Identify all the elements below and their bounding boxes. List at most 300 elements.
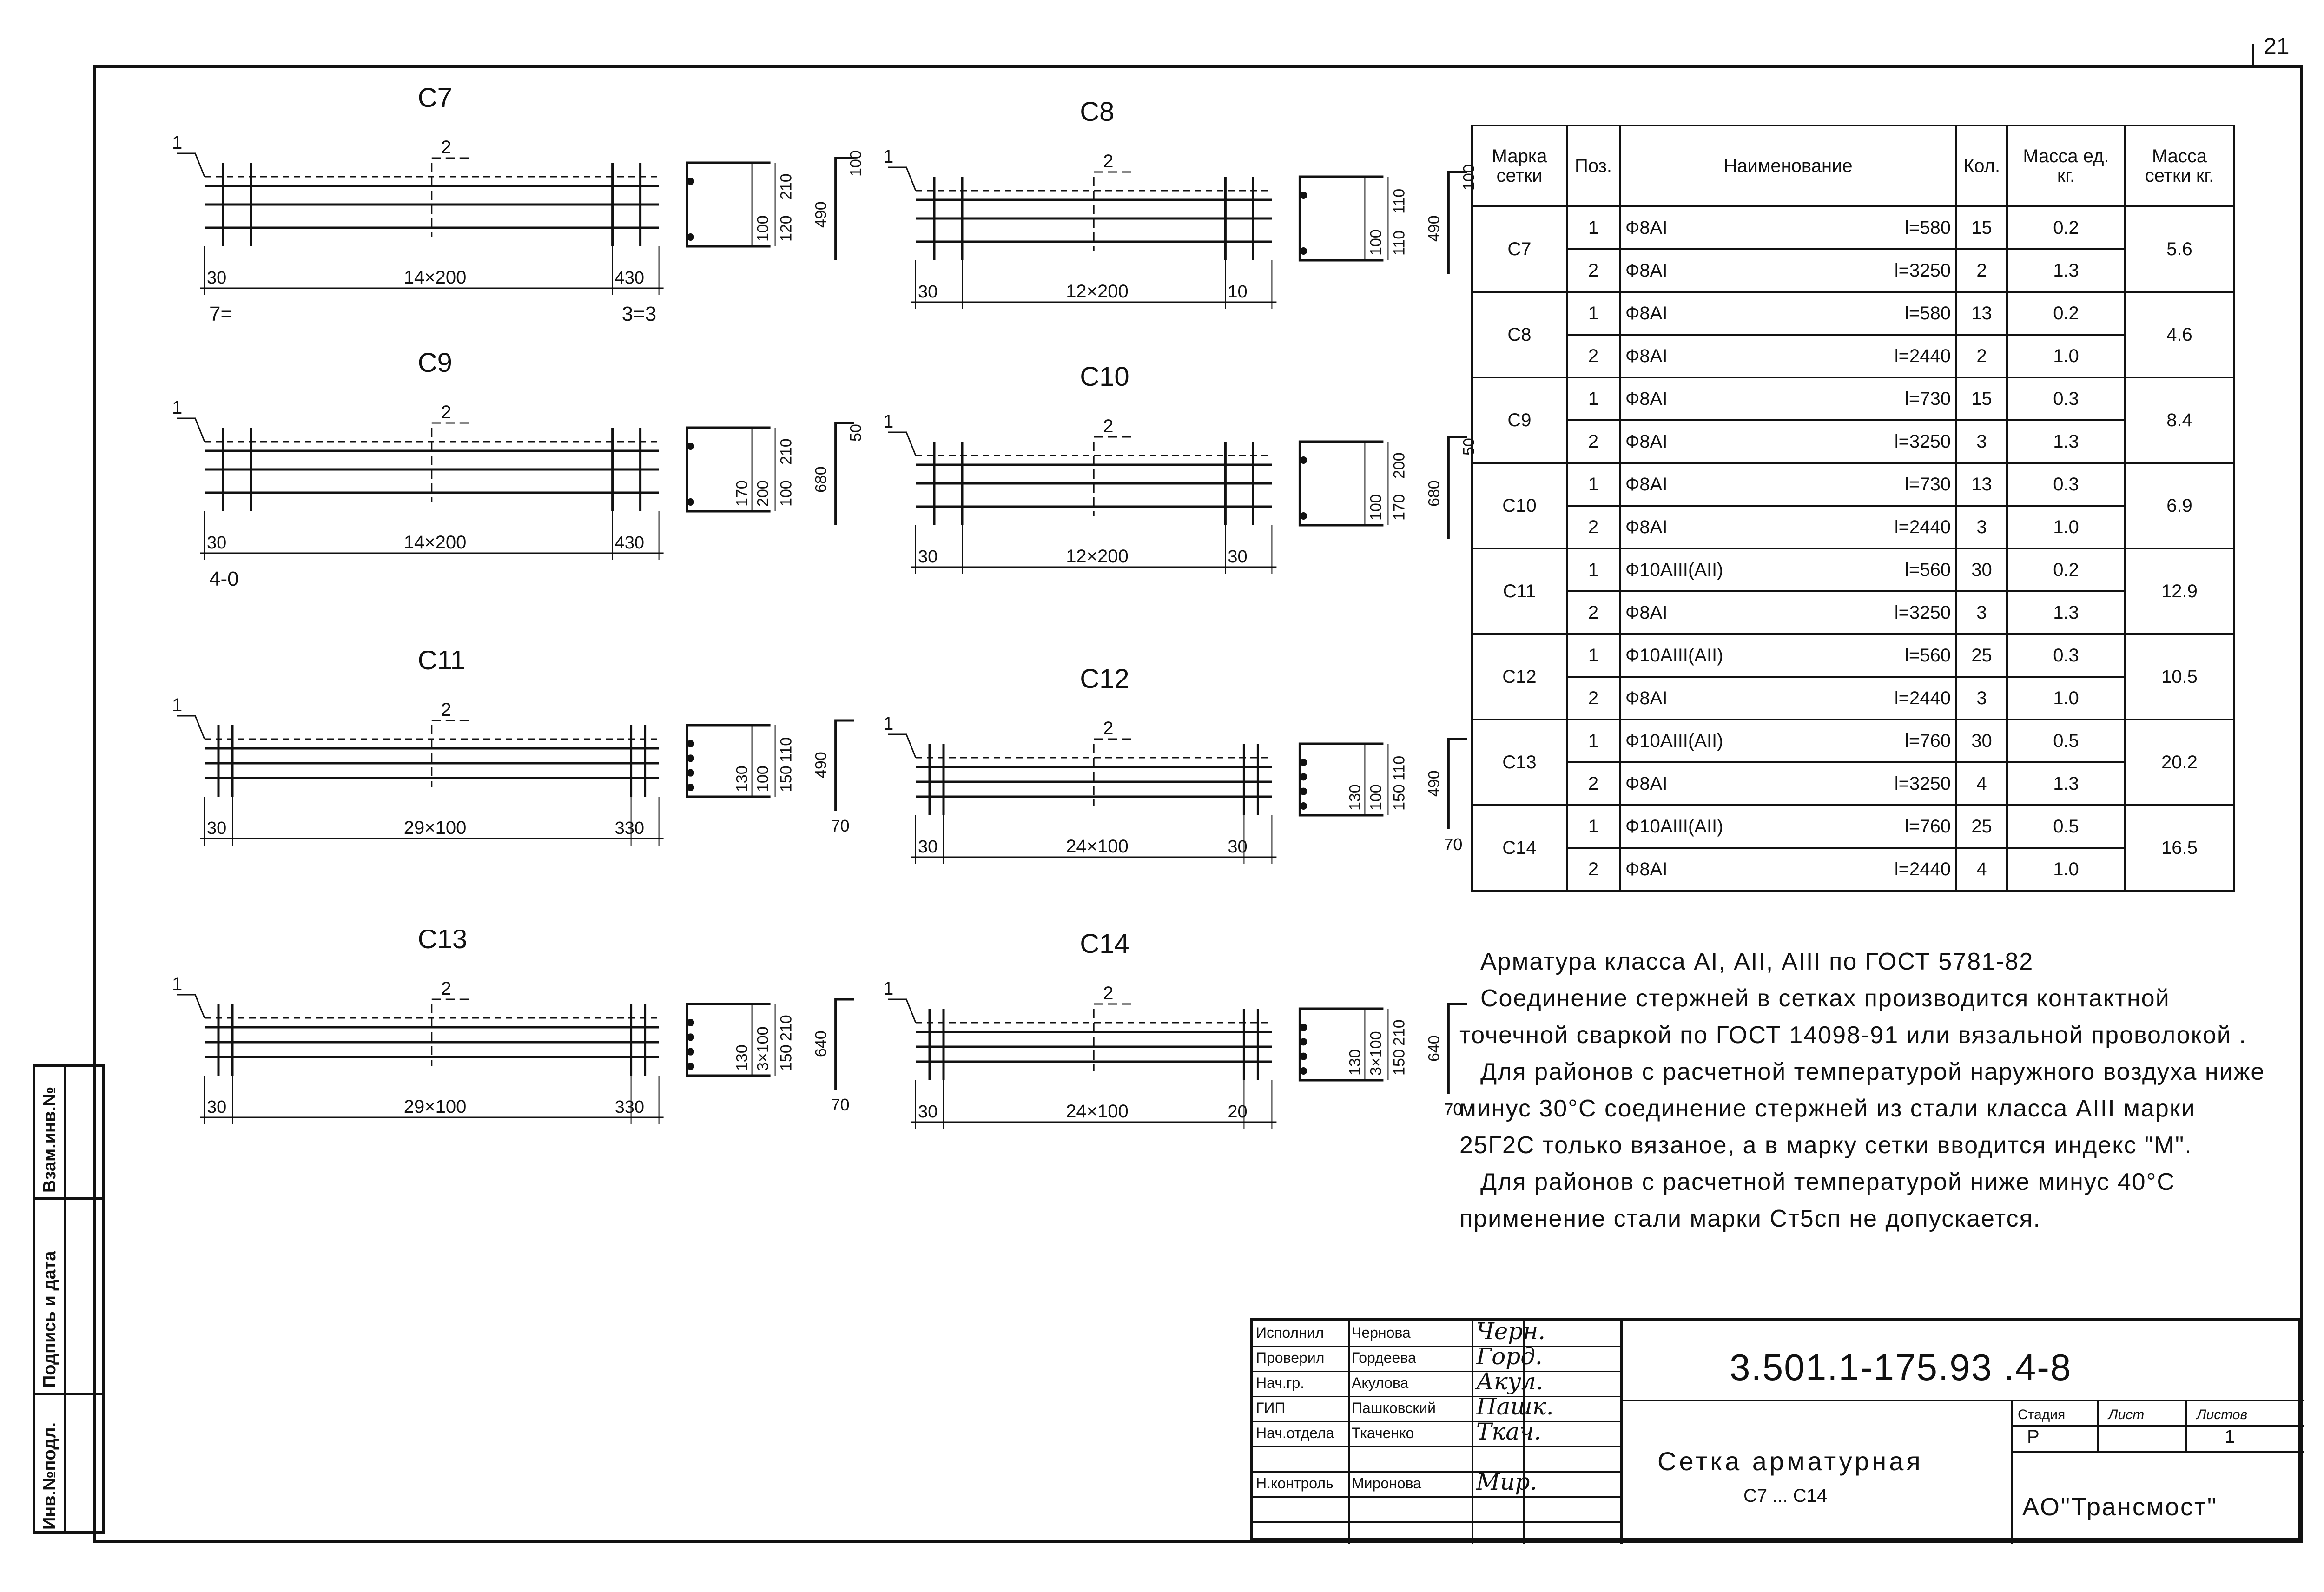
spec-mass-total: 4.6 [2125, 292, 2234, 377]
section-dot [687, 769, 694, 777]
spec-bar-length: l=3250 [1894, 602, 1951, 623]
sheet-label: Лист [2108, 1407, 2145, 1422]
title-block-line [2011, 1400, 2013, 1544]
spec-mass-total: 16.5 [2125, 805, 2234, 891]
dim-end-left: 30 [918, 547, 938, 567]
note-2: Соединение стержней в сетках производится контактной точечной сваркой по ГОСТ 14098-91 или вязальной проволокой . [1459, 985, 2247, 1049]
section-dim-3: 150 [1390, 784, 1408, 811]
spec-row [1472, 420, 2234, 463]
section-dim-4: 130 [733, 1044, 751, 1071]
spec-row [1472, 335, 2234, 377]
section-dim-4: 130 [1346, 1049, 1364, 1076]
tb-role: Проверил [1256, 1349, 1325, 1366]
col-mass-unit: Масса ед. кг. [2007, 126, 2125, 206]
position-2-label: 2 [441, 700, 452, 720]
title-block-line [1348, 1321, 1350, 1544]
section-dim-1: 210 [777, 438, 795, 465]
dim-spacing: 24×100 [1066, 1101, 1129, 1122]
spec-pos: 1 [1567, 292, 1620, 335]
section-dim-2: 100 [754, 215, 772, 242]
leader-2 [1094, 437, 1131, 516]
spec-qty: 30 [1956, 720, 2007, 762]
mesh-С11 [149, 651, 939, 883]
spec-pos: 1 [1567, 206, 1620, 249]
hook-length: 50 [1460, 438, 1478, 456]
spec-name [1620, 506, 1956, 548]
col-name: Наименование [1620, 126, 1956, 206]
spec-row [1472, 848, 2234, 891]
spec-mass-total: 5.6 [2125, 206, 2234, 292]
spec-bar-type: Ф8АI [1625, 859, 1668, 879]
mesh-С9 [149, 353, 939, 586]
spec-bar-type: Ф8АI [1625, 345, 1668, 366]
spec-bar-length: l=760 [1905, 816, 1951, 837]
hook-bar-length: 640 [1425, 1035, 1443, 1062]
leader-1 [888, 432, 916, 456]
title-block-line [1253, 1446, 1620, 1447]
spec-mass-unit: 1.0 [2007, 677, 2125, 720]
dim-spacing: 29×100 [403, 1097, 467, 1117]
section-dim-2: 100 [1367, 784, 1385, 811]
spec-row [1472, 292, 2234, 335]
spec-qty: 4 [1956, 762, 2007, 805]
spec-bar-length: l=2440 [1894, 516, 1951, 537]
spec-name [1620, 805, 1956, 848]
spec-bar-type: Ф8АI [1625, 303, 1668, 324]
spec-mass-unit: 1.3 [2007, 249, 2125, 292]
spec-mark: С10 [1472, 463, 1567, 548]
note-3: Для районов с расчетной температурой наружного воздуха ниже минус 30°С соединение стержней из стали класса АIII марки 25Г2С только вязаное, а в марку сетки вводится индекс "М". [1459, 1058, 2265, 1159]
dim-end-right: 430 [614, 268, 645, 288]
sheet-number: 21 [2264, 33, 2290, 59]
binding-stamp [33, 1064, 105, 1534]
dim-end-right: 30 [1228, 547, 1248, 567]
spec-row [1472, 677, 2234, 720]
dim-note-left: 7= [209, 303, 233, 321]
section-dot [1300, 773, 1307, 780]
title-block-line [1253, 1396, 1620, 1397]
spec-pos: 1 [1567, 720, 1620, 762]
spec-qty: 4 [1956, 848, 2007, 891]
tb-role: Исполнил [1256, 1324, 1324, 1341]
spec-bar-type: Ф8АI [1625, 388, 1668, 409]
title-block-line [2011, 1425, 2304, 1427]
section-dot [687, 1019, 694, 1026]
section-dim-1: 110 [1390, 755, 1408, 781]
spec-bar-type: Ф10АIII(АII) [1625, 730, 1723, 751]
spec-pos: 2 [1567, 420, 1620, 463]
specification-table [1471, 125, 2235, 892]
spec-bar-type: Ф10АIII(АII) [1625, 816, 1723, 837]
tb-signature: Мир. [1476, 1468, 1538, 1495]
spec-mass-unit: 1.0 [2007, 848, 2125, 891]
spec-bar-type: Ф10АIII(АII) [1625, 645, 1723, 666]
spec-pos: 1 [1567, 548, 1620, 591]
section-dim-2: 100 [754, 766, 772, 792]
spec-mark: С12 [1472, 634, 1567, 720]
position-2-label: 2 [441, 137, 452, 158]
spec-qty: 13 [1956, 292, 2007, 335]
dim-end-right: 10 [1228, 282, 1248, 302]
spec-mass-total: 12.9 [2125, 548, 2234, 634]
spec-name [1620, 720, 1956, 762]
spec-row [1472, 249, 2234, 292]
mesh-title: С10 [1080, 367, 1129, 392]
mesh-С10 [860, 367, 1538, 600]
position-1-label: 1 [172, 397, 183, 418]
mesh-title: С9 [417, 353, 452, 378]
dim-end-left: 30 [207, 819, 227, 838]
spec-mark: С8 [1472, 292, 1567, 377]
spec-name [1620, 463, 1956, 506]
hook-bar-length: 680 [1425, 480, 1443, 507]
company-name: АО"Трансмост" [2022, 1493, 2218, 1521]
leader-1 [177, 153, 205, 177]
section-dot [687, 498, 694, 506]
section-dim-1: 210 [1390, 1019, 1408, 1046]
spec-qty: 3 [1956, 677, 2007, 720]
section-dim-2: 200 [754, 480, 772, 507]
spec-mass-unit: 0.3 [2007, 463, 2125, 506]
section-dot [1300, 1024, 1307, 1031]
dim-end-right: 430 [614, 533, 645, 553]
tb-role: Нач.отдела [1256, 1425, 1334, 1441]
leader-1 [888, 167, 916, 191]
hook-bar [836, 720, 854, 811]
title-block-line [1620, 1321, 1623, 1544]
tb-name: Акулова [1352, 1374, 1409, 1391]
spec-name [1620, 591, 1956, 634]
section-dot [1300, 1067, 1307, 1075]
spec-mass-unit: 0.2 [2007, 206, 2125, 249]
dim-end-left: 30 [207, 268, 227, 288]
spec-qty: 3 [1956, 420, 2007, 463]
spec-qty: 2 [1956, 335, 2007, 377]
col-qty: Кол. [1956, 126, 2007, 206]
spec-row [1472, 463, 2234, 506]
hook-length: 70 [831, 1095, 850, 1114]
spec-bar-length: l=3250 [1894, 431, 1951, 452]
section-dim-3: 150 [777, 766, 795, 792]
spec-pos: 1 [1567, 634, 1620, 677]
spec-qty: 30 [1956, 548, 2007, 591]
hook-length: 50 [847, 424, 865, 442]
section-dim-1: 110 [1390, 188, 1408, 214]
leader-2 [432, 423, 469, 502]
spec-name [1620, 548, 1956, 591]
tb-name: Гордеева [1352, 1349, 1416, 1366]
spec-bar-length: l=730 [1905, 474, 1951, 495]
spec-row [1472, 548, 2234, 591]
title-block [1250, 1318, 2301, 1541]
leader-1 [888, 999, 916, 1023]
section-dim-1: 210 [777, 1015, 795, 1041]
hook-length: 70 [1444, 1100, 1463, 1119]
col-pos: Поз. [1567, 126, 1620, 206]
spec-name [1620, 420, 1956, 463]
spec-name [1620, 377, 1956, 420]
spec-name [1620, 335, 1956, 377]
section-dot [687, 740, 694, 747]
dim-spacing: 14×200 [403, 532, 467, 553]
title-block-line [2011, 1451, 2304, 1453]
section-dot [1300, 192, 1307, 199]
dim-end-left: 30 [207, 533, 227, 553]
title-block-line [1472, 1321, 1473, 1544]
leader-1 [177, 995, 205, 1018]
mesh-С7 [149, 88, 939, 321]
spec-bar-type: Ф10АIII(АII) [1625, 559, 1723, 580]
stage-value: Р [2027, 1427, 2040, 1447]
spec-header-row [1472, 126, 2234, 206]
section-dot [687, 443, 694, 450]
spec-pos: 2 [1567, 591, 1620, 634]
binding-label-sign: Подпись и дата [40, 1251, 59, 1388]
mesh-title: С8 [1080, 102, 1115, 127]
leader-1 [177, 418, 205, 442]
position-1-label: 1 [883, 978, 894, 999]
section-dim-2: 100 [1367, 229, 1385, 256]
tb-name: Миронова [1352, 1475, 1422, 1492]
position-2-label: 2 [1103, 416, 1114, 436]
hook-length: 70 [1444, 835, 1463, 854]
spec-bar-length: l=2440 [1894, 687, 1951, 708]
dim-end-right: 30 [1228, 837, 1248, 857]
hook-bar-length: 490 [1425, 770, 1443, 797]
binding-divider [64, 1067, 66, 1531]
title-block-line [2097, 1400, 2099, 1451]
section-dim-2: 100 [1367, 494, 1385, 521]
tb-name: Чернова [1352, 1324, 1411, 1341]
section-dim-3: 170 [1390, 494, 1408, 521]
section-dot [1300, 1038, 1307, 1045]
spec-pos: 2 [1567, 506, 1620, 548]
section-dot [687, 233, 694, 241]
spec-mass-unit: 0.3 [2007, 377, 2125, 420]
spec-mark: С7 [1472, 206, 1567, 292]
dim-end-right: 330 [614, 819, 645, 838]
tb-signature: Ткач. [1476, 1418, 1542, 1445]
position-1-label: 1 [172, 132, 183, 153]
section-dot [687, 1033, 694, 1041]
note-4: Для районов с расчетной температурой ниже минус 40°С применение стали марки Ст5сп не допускается. [1459, 1169, 2175, 1232]
title-block-line [1253, 1421, 1620, 1422]
position-2-label: 2 [1103, 718, 1114, 739]
position-1-label: 1 [883, 411, 894, 432]
position-2-label: 2 [1103, 151, 1114, 172]
title-block-line [1253, 1346, 1620, 1347]
tb-name: Пашковский [1352, 1400, 1436, 1416]
tb-signature: Пашк. [1476, 1393, 1554, 1420]
spec-row [1472, 720, 2234, 762]
spec-bar-length: l=2440 [1894, 859, 1951, 879]
section-dim-2: 3×100 [754, 1026, 772, 1071]
mesh-С8 [860, 102, 1538, 335]
dim-spacing: 14×200 [403, 267, 467, 288]
tb-role: Н.контроль [1256, 1475, 1334, 1492]
spec-row [1472, 634, 2234, 677]
dim-end-right: 330 [614, 1097, 645, 1117]
hook-bar [836, 999, 854, 1090]
spec-mass-unit: 1.0 [2007, 335, 2125, 377]
dim-end-left: 30 [207, 1097, 227, 1117]
spec-name [1620, 249, 1956, 292]
spec-bar-length: l=580 [1905, 217, 1951, 238]
mesh-С14 [860, 934, 1538, 1167]
leader-2 [432, 158, 469, 237]
spec-bar-type: Ф8АI [1625, 260, 1668, 281]
leader-2 [1094, 172, 1131, 251]
title-block-line [2185, 1400, 2187, 1451]
spec-qty: 13 [1956, 463, 2007, 506]
section-dim-1: 110 [777, 737, 795, 762]
dim-end-right: 20 [1228, 1102, 1248, 1122]
doc-code: 3.501.1-175.93 .4-8 [1730, 1347, 2072, 1388]
mesh-title: С14 [1080, 934, 1129, 959]
spec-bar-length: l=2440 [1894, 345, 1951, 366]
spec-name [1620, 292, 1956, 335]
drawing-title: Сетка арматурная [1657, 1447, 1923, 1476]
position-1-label: 1 [883, 713, 894, 734]
spec-mass-unit: 0.3 [2007, 634, 2125, 677]
position-1-label: 1 [883, 146, 894, 167]
tb-name: Ткаченко [1352, 1425, 1414, 1441]
spec-pos: 2 [1567, 335, 1620, 377]
spec-qty: 25 [1956, 634, 2007, 677]
dim-end-left: 30 [918, 837, 938, 857]
sheets-label: Листов [2197, 1407, 2248, 1422]
spec-qty: 25 [1956, 805, 2007, 848]
dim-spacing: 12×200 [1066, 281, 1129, 302]
spec-name [1620, 762, 1956, 805]
spec-bar-type: Ф8АI [1625, 516, 1668, 537]
section-dim-3: 100 [777, 480, 795, 507]
dim-end-left: 30 [918, 282, 938, 302]
section-dim-4: 170 [733, 480, 751, 507]
title-block-line [1253, 1371, 1620, 1372]
dim-note-right: 3=3 [621, 303, 657, 321]
hook-bar-length: 490 [812, 752, 830, 778]
position-1-label: 1 [172, 695, 183, 715]
section-dot [687, 1063, 694, 1070]
tb-signature: Горд. [1476, 1343, 1543, 1370]
section-dim-3: 150 [777, 1044, 795, 1071]
section-dot [1300, 788, 1307, 795]
spec-mass-unit: 0.2 [2007, 548, 2125, 591]
mesh-title: С12 [1080, 669, 1129, 694]
section-dot [687, 784, 694, 791]
section-dim-4: 130 [1346, 784, 1364, 811]
mesh-С12 [860, 669, 1538, 902]
spec-mass-unit: 1.0 [2007, 506, 2125, 548]
binding-label-inv: Инв.№подл. [40, 1422, 59, 1530]
mesh-title: С7 [417, 88, 452, 113]
dim-spacing: 12×200 [1066, 546, 1129, 567]
hook-bar-length: 490 [812, 201, 830, 228]
spec-bar-type: Ф8АI [1625, 602, 1668, 623]
spec-bar-length: l=760 [1905, 730, 1951, 751]
section-dim-3: 150 [1390, 1049, 1408, 1076]
spec-mass-unit: 1.3 [2007, 762, 2125, 805]
notes [1459, 944, 2278, 1237]
spec-mass-unit: 1.3 [2007, 591, 2125, 634]
col-mark: Марка сетки [1472, 126, 1567, 206]
position-1-label: 1 [172, 974, 183, 994]
spec-mark: С9 [1472, 377, 1567, 463]
title-block-line [1253, 1521, 1620, 1523]
spec-mass-total: 6.9 [2125, 463, 2234, 548]
section-dim-3: 120 [777, 215, 795, 242]
section-dot [1300, 247, 1307, 255]
section-dot [1300, 1053, 1307, 1060]
hook-length: 100 [1460, 164, 1478, 191]
spec-pos: 2 [1567, 677, 1620, 720]
spec-qty: 15 [1956, 206, 2007, 249]
dim-end-left: 30 [918, 1102, 938, 1122]
spec-row [1472, 805, 2234, 848]
spec-qty: 15 [1956, 377, 2007, 420]
spec-mark: С13 [1472, 720, 1567, 805]
spec-qty: 2 [1956, 249, 2007, 292]
spec-name [1620, 206, 1956, 249]
dim-spacing: 24×100 [1066, 836, 1129, 857]
spec-qty: 3 [1956, 591, 2007, 634]
binding-label-replace: Взам.инв.№ [40, 1086, 59, 1193]
tb-role: ГИП [1256, 1400, 1286, 1416]
spec-bar-length: l=3250 [1894, 260, 1951, 281]
title-block-line [1620, 1400, 2304, 1401]
title-block-line [1253, 1496, 1620, 1498]
position-2-label: 2 [441, 402, 452, 423]
spec-bar-type: Ф8АI [1625, 431, 1668, 452]
binding-row-line [35, 1197, 102, 1200]
spec-qty: 3 [1956, 506, 2007, 548]
dim-note-left: 4-0 [209, 568, 239, 586]
spec-bar-length: l=560 [1905, 645, 1951, 666]
spec-mass-total: 8.4 [2125, 377, 2234, 463]
spec-mass-total: 20.2 [2125, 720, 2234, 805]
section-dot [1300, 512, 1307, 520]
spec-bar-type: Ф8АI [1625, 773, 1668, 794]
dim-spacing: 29×100 [403, 818, 467, 838]
sheets-value: 1 [2225, 1427, 2235, 1447]
section-dot [687, 754, 694, 762]
section-dim-4: 130 [733, 766, 751, 792]
mesh-title: С11 [417, 651, 465, 675]
spec-bar-length: l=3250 [1894, 773, 1951, 794]
spec-name [1620, 848, 1956, 891]
binding-row-line [35, 1393, 102, 1395]
spec-name [1620, 634, 1956, 677]
section-dot [1300, 456, 1307, 464]
hook-bar-length: 640 [812, 1031, 830, 1057]
position-2-label: 2 [441, 978, 452, 999]
spec-mass-unit: 0.5 [2007, 805, 2125, 848]
tb-signature: Акул. [1476, 1368, 1544, 1395]
section-dot [687, 178, 694, 185]
spec-bar-length: l=560 [1905, 559, 1951, 580]
title-block-line [1253, 1471, 1620, 1473]
spec-row [1472, 206, 2234, 249]
spec-pos: 2 [1567, 762, 1620, 805]
spec-pos: 2 [1567, 848, 1620, 891]
hook-length: 70 [831, 816, 850, 835]
hook-bar-length: 490 [1425, 215, 1443, 242]
tb-signature: Черн. [1476, 1318, 1546, 1345]
spec-row [1472, 591, 2234, 634]
tb-role: Нач.гр. [1256, 1374, 1305, 1391]
section-dim-1: 200 [1390, 452, 1408, 479]
